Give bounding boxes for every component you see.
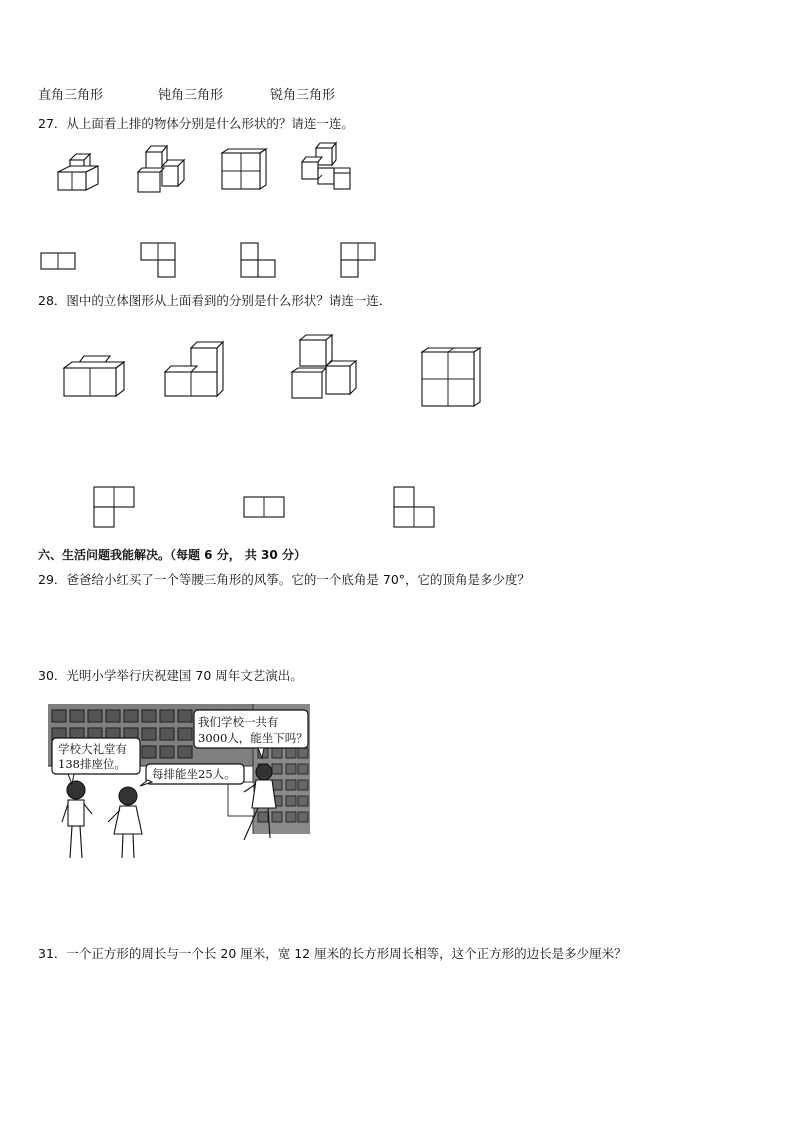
q27-view-4 <box>340 242 376 278</box>
q27-view-3 <box>240 242 276 278</box>
q27-solid-3 <box>220 147 270 193</box>
bubble-3-line-1: 我们学校一共有 <box>198 715 279 729</box>
question-27: 27．从上面看上排的物体分别是什么形状的？请连一连。 <box>38 116 354 131</box>
bubble-3-line-2: 3000人，能坐下吗？ <box>198 731 308 745</box>
q30-auditorium-illustration <box>48 704 310 866</box>
q27-solid-2 <box>136 144 188 196</box>
q28-solid-2 <box>163 340 227 400</box>
question-30: 30．光明小学举行庆祝建国 70 周年文艺演出。 <box>38 668 303 683</box>
q27-solid-4 <box>300 140 354 194</box>
q27-solid-1 <box>56 152 106 194</box>
q27-view-2 <box>140 242 176 278</box>
question-29: 29．爸爸给小红买了一个等腰三角形的风筝。它的一个底角是 70°，它的顶角是多少度？ <box>38 572 531 587</box>
q28-view-1 <box>93 486 135 528</box>
bubble-1-line-2: 138排座位。 <box>58 757 126 771</box>
q28-solid-4 <box>420 346 484 410</box>
q28-view-3 <box>393 486 435 528</box>
bubble-2-line-1: 每排能坐25人。 <box>152 767 236 781</box>
option-obtuse-triangle: 钝角三角形 <box>158 88 224 103</box>
option-right-triangle: 直角三角形 <box>38 88 104 103</box>
q27-view-1 <box>40 252 76 270</box>
question-28: 28．图中的立体图形从上面看到的分别是什么形状？请连一连． <box>38 293 392 308</box>
question-31: 31．一个正方形的周长与一个长 20 厘米，宽 12 厘米的长方形周长相等，这个正方形的边长是多少厘米？ <box>38 946 627 961</box>
q28-view-2 <box>243 496 285 518</box>
bubble-1-line-1: 学校大礼堂有 <box>58 742 127 756</box>
option-acute-triangle: 锐角三角形 <box>270 88 336 103</box>
q28-solid-3 <box>290 334 362 400</box>
q28-solid-1 <box>62 354 128 400</box>
section-6-heading: 六、生活问题我能解决。（每题 6 分， 共 30 分） <box>38 548 306 562</box>
